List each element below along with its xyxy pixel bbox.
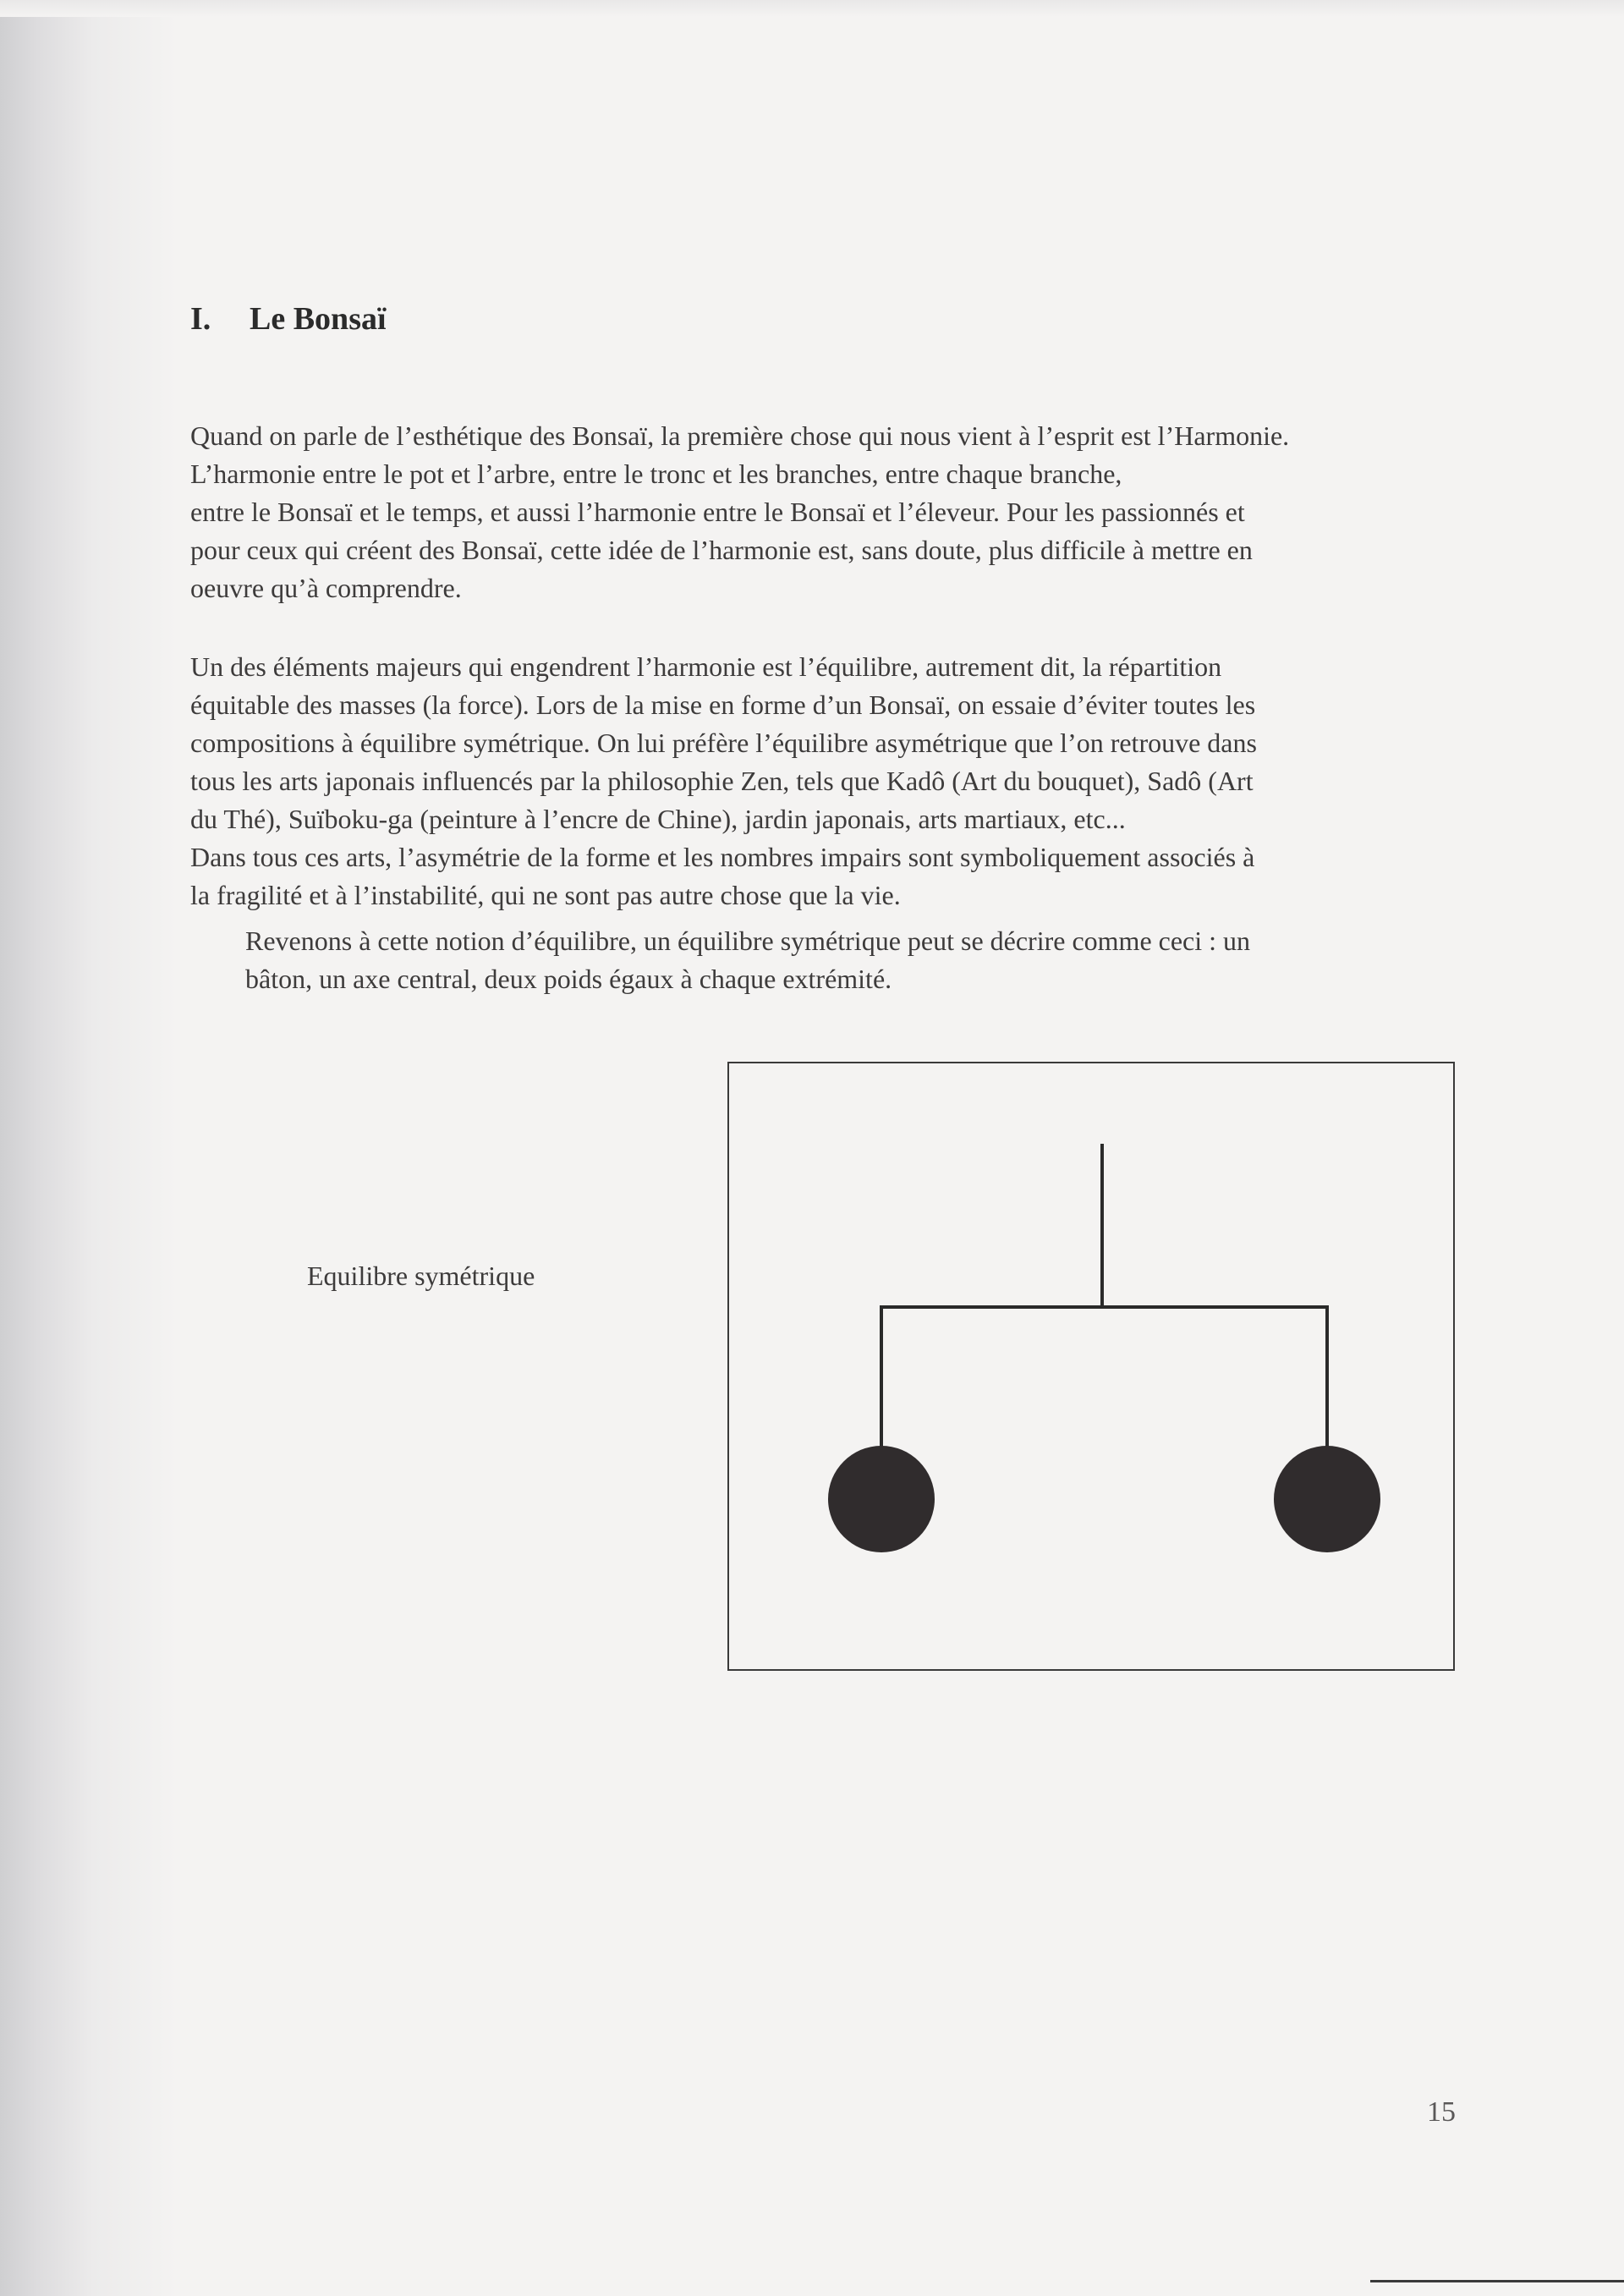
right-weight [1274,1446,1380,1552]
section-title: Le Bonsaï [250,301,387,337]
page-top-shadow [0,0,1624,17]
section-number: I. [190,301,211,337]
paragraph-line: L’harmonie entre le pot et l’arbre, entre le tronc et les branches, entre chaque branche, [190,459,1122,489]
paragraph-3 [190,922,1463,998]
paragraph-2 [190,648,1463,915]
paragraph-1 [190,417,1463,607]
paragraph-line: Revenons à cette notion d’équilibre, un équilibre symétrique peut se décrire comme ceci : un [245,926,1251,956]
section-heading [190,300,387,338]
paragraph-line: pour ceux qui créent des Bonsaï, cette idée de l’harmonie est, sans doute, plus difficile à mettre en [190,535,1253,565]
paragraph-line: Quand on parle de l’esthétique des Bonsaï, la première chose qui nous vient à l’esprit est l’Harmonie. [190,420,1290,451]
balance-diagram [729,1063,1457,1673]
paragraph-line: tous les arts japonais influencés par la philosophie Zen, tels que Kadô (Art du bouquet), Sadô (Art [190,766,1254,796]
page-number: 15 [1427,2096,1456,2128]
paragraph-line: la fragilité et à l’instabilité, qui ne sont pas autre chose que la vie. [190,880,901,910]
page-binding-shadow [0,0,178,2296]
paragraph-line: du Thé), Suïboku-ga (peinture à l’encre de Chine), jardin japonais, arts martiaux, etc... [190,804,1126,834]
paragraph-line: Dans tous ces arts, l’asymétrie de la forme et les nombres impairs sont symboliquement associés à [190,842,1255,872]
symmetric-balance-figure [727,1062,1455,1671]
paragraph-line: équitable des masses (la force). Lors de la mise en forme d’un Bonsaï, on essaie d’éviter toutes les [190,689,1256,720]
paragraph-line: bâton, un axe central, deux poids égaux à chaque extrémité. [245,964,892,994]
page-edge-rule [1370,2280,1624,2282]
paragraph-line: Un des éléments majeurs qui engendrent l’harmonie est l’équilibre, autrement dit, la répartition [190,651,1222,682]
balance-beam [881,1307,1327,1447]
paragraph-line: oeuvre qu’à comprendre. [190,573,462,603]
paragraph-line: entre le Bonsaï et le temps, et aussi l’harmonie entre le Bonsaï et l’éleveur. Pour les passionnés et [190,497,1245,527]
figure-caption: Equilibre symétrique [307,1261,535,1291]
left-weight [828,1446,935,1552]
paragraph-line: compositions à équilibre symétrique. On lui préfère l’équilibre asymétrique que l’on retrouve dans [190,728,1257,758]
